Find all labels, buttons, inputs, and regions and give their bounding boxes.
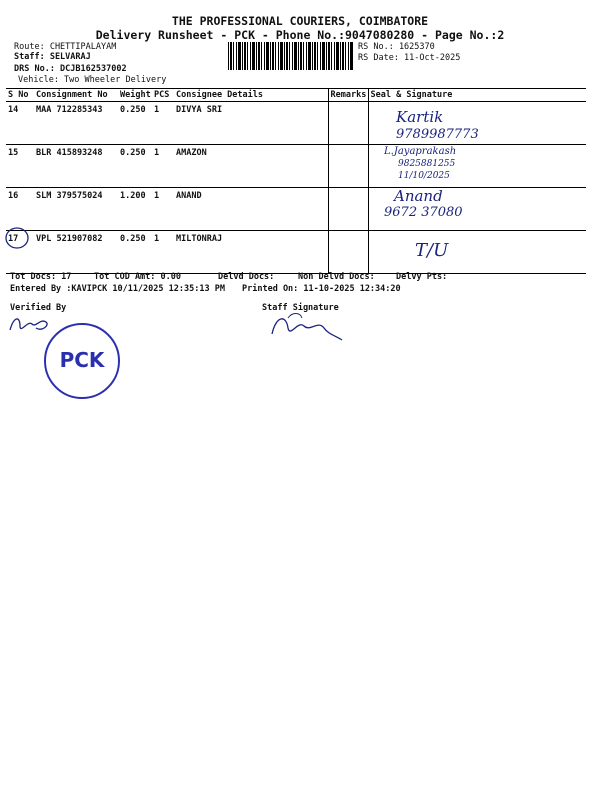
cell-consignment: VPL 521907082 xyxy=(34,231,118,274)
runsheet-subtitle: Delivery Runsheet - PCK - Phone No.:9047080280 - Page No.:2 xyxy=(95,28,505,42)
delivery-points: Delvy Pts: xyxy=(396,272,448,282)
cell-remarks xyxy=(328,145,368,188)
header-weight: Weight xyxy=(120,90,151,100)
header-consignment: Consignment No xyxy=(34,89,118,102)
pck-stamp: PCK xyxy=(44,323,120,399)
table-row xyxy=(6,231,586,274)
cell-consignee: MILTONRAJ xyxy=(174,231,328,274)
entered-by: Entered By :KAVIPCK 10/11/2025 12:35:13 PM xyxy=(10,284,225,294)
runsheet-table xyxy=(6,88,586,274)
table-row xyxy=(6,145,586,188)
cell-pcs: 1 xyxy=(152,231,174,274)
cell-consignment: SLM 379575024 xyxy=(34,188,118,231)
cell-pcs: 1 xyxy=(152,188,174,231)
signature-row16-name: Anand xyxy=(394,187,443,205)
cell-weight: 1.200 xyxy=(118,188,152,231)
company-title: THE PROFESSIONAL COURIERS, COIMBATORE xyxy=(171,14,429,28)
signature-row14-phone: 9789987773 xyxy=(396,127,479,142)
signature-row14-name: Kartik xyxy=(396,108,444,126)
header-consignee: Consignee Details xyxy=(174,89,328,102)
staff-signature-icon xyxy=(266,306,346,346)
cell-weight: 0.250 xyxy=(118,145,152,188)
drs-number: DRS No.: DCJB162537002 xyxy=(14,64,127,74)
cell-sno: 16 xyxy=(6,188,34,231)
signature-row17: T/U xyxy=(415,240,449,261)
vehicle-label: Vehicle: Two Wheeler Delivery xyxy=(18,75,167,85)
total-cod-amount: Tot COD Amt: 0.00 xyxy=(94,272,181,282)
cell-remarks xyxy=(328,102,368,145)
signature-row16-phone: 9672 37080 xyxy=(384,205,463,220)
delivered-docs: Delvd Docs: xyxy=(218,272,275,282)
cell-remarks xyxy=(328,188,368,231)
table-row xyxy=(6,102,586,145)
total-docs: Tot Docs: 17 xyxy=(10,272,72,282)
header-pcs: PCS xyxy=(152,89,174,102)
cell-sno: 14 xyxy=(6,102,34,145)
barcode xyxy=(228,42,354,70)
verified-by-label: Verified By xyxy=(10,303,67,313)
verifier-signature-icon xyxy=(6,310,54,338)
cell-consignment: BLR 415893248 xyxy=(34,145,118,188)
table-header-row xyxy=(6,89,586,102)
signature-row15-phone: 9825881255 xyxy=(398,159,456,169)
cell-sno: 17 xyxy=(6,231,34,274)
staff-signature-label: Staff Signature xyxy=(262,303,339,313)
signature-row15-date: 11/10/2025 xyxy=(398,171,450,181)
circle-mark-icon xyxy=(4,226,30,250)
table-row xyxy=(6,188,586,231)
cell-pcs: 1 xyxy=(152,145,174,188)
route-label: Route: CHETTIPALAYAM xyxy=(14,42,117,52)
rs-date: RS Date: 11-Oct-2025 xyxy=(358,53,461,63)
signature-row15-name: L.Jayaprakash xyxy=(384,146,457,157)
cell-consignee: AMAZON xyxy=(174,145,328,188)
printed-on: Printed On: 11-10-2025 12:34:20 xyxy=(242,284,401,294)
rs-number: RS No.: 1625370 xyxy=(358,42,435,52)
staff-label: Staff: SELVARAJ xyxy=(14,52,91,62)
header-sno: S No xyxy=(6,89,34,102)
non-delivered-docs: Non Delvd Docs: xyxy=(298,272,375,282)
header-seal: Seal & Signature xyxy=(368,89,586,102)
header-remarks: Remarks xyxy=(328,89,368,102)
cell-weight: 0.250 xyxy=(118,231,152,274)
cell-weight: 0.250 xyxy=(118,102,152,145)
cell-consignment: MAA 712285343 xyxy=(34,102,118,145)
cell-consignee: DIVYA SRI xyxy=(174,102,328,145)
cell-pcs: 1 xyxy=(152,102,174,145)
cell-remarks xyxy=(328,231,368,274)
cell-seal xyxy=(368,231,586,274)
cell-consignee: ANAND xyxy=(174,188,328,231)
cell-sno: 15 xyxy=(6,145,34,188)
